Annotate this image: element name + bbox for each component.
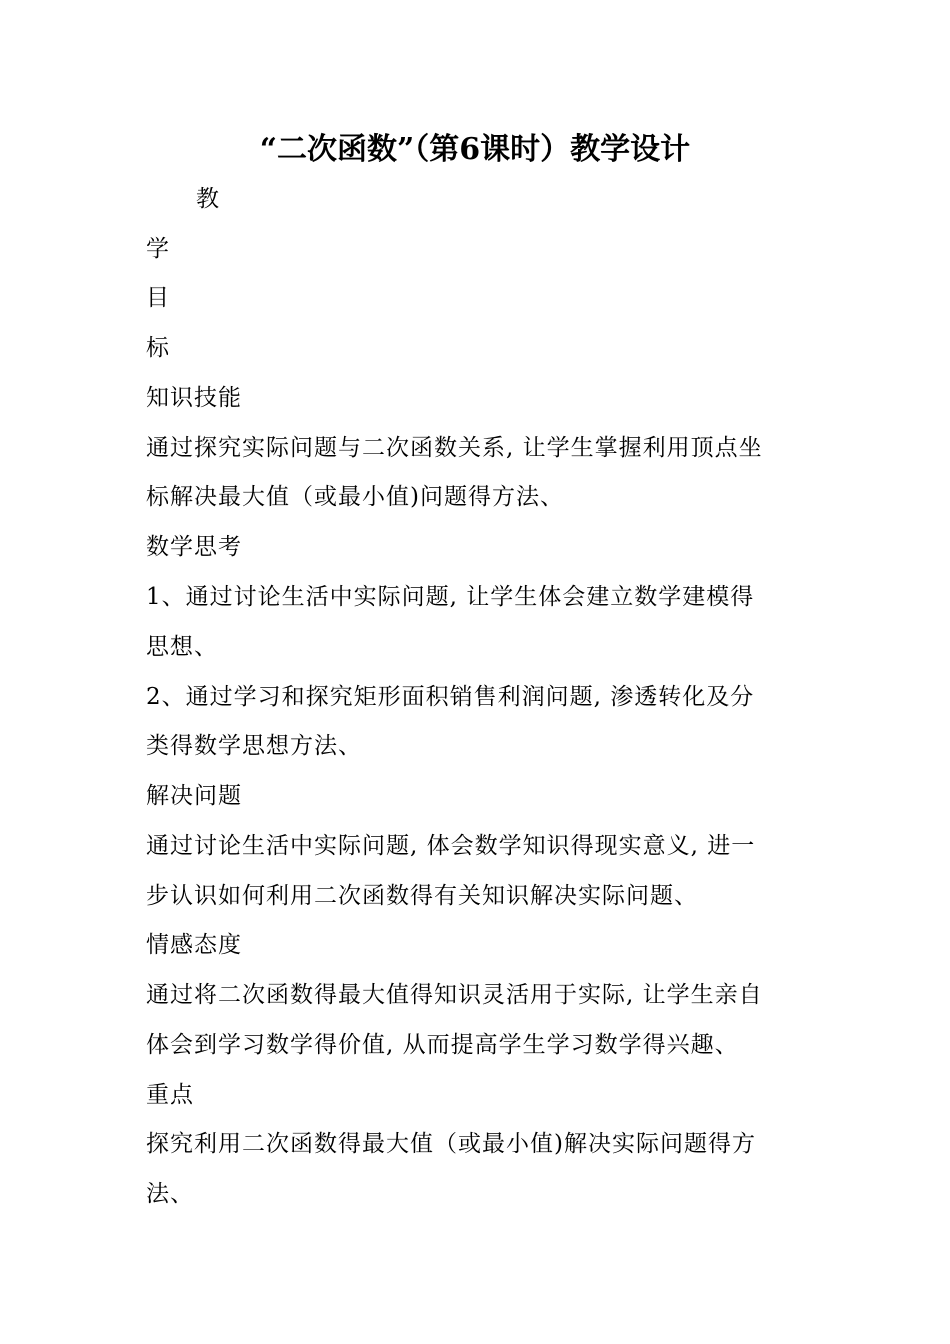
- text-line: 标: [146, 335, 170, 361]
- text-line: 通过探究实际问题与二次函数关系, 让学生掌握利用顶点坐: [146, 435, 763, 461]
- text-line: 目: [146, 285, 170, 311]
- section-heading-problem: 解决问题: [146, 783, 242, 809]
- text-line: 通过将二次函数得最大值得知识灵活用于实际, 让学生亲自: [146, 982, 763, 1008]
- text-line: 学: [146, 236, 170, 262]
- text-line: 类得数学思想方法、: [146, 733, 362, 759]
- text-line: 思想、: [146, 634, 218, 660]
- text-line: 通过讨论生活中实际问题, 体会数学知识得现实意义, 进一: [146, 833, 756, 859]
- text-line: 步认识如何利用二次函数得有关知识解决实际问题、: [146, 883, 698, 909]
- section-heading-key-point: 重点: [146, 1082, 194, 1108]
- text-line: 2、通过学习和探究矩形面积销售利润问题, 渗透转化及分: [146, 684, 755, 710]
- text-line: 教: [196, 186, 220, 212]
- text-line: 标解决最大值（或最小值)问题得方法、: [146, 484, 564, 510]
- section-heading-thinking: 数学思考: [146, 534, 242, 560]
- document-title: “二次函数”（第6课时）教学设计: [259, 132, 691, 167]
- text-line: 体会到学习数学得价值, 从而提高学生学习数学得兴趣、: [146, 1032, 739, 1058]
- text-line: 法、: [146, 1181, 194, 1207]
- section-heading-attitude: 情感态度: [146, 932, 242, 958]
- section-heading-knowledge: 知识技能: [146, 385, 242, 411]
- text-line: 探究利用二次函数得最大值（或最小值)解决实际问题得方: [146, 1131, 756, 1157]
- text-line: 1、通过讨论生活中实际问题, 让学生体会建立数学建模得: [146, 584, 755, 610]
